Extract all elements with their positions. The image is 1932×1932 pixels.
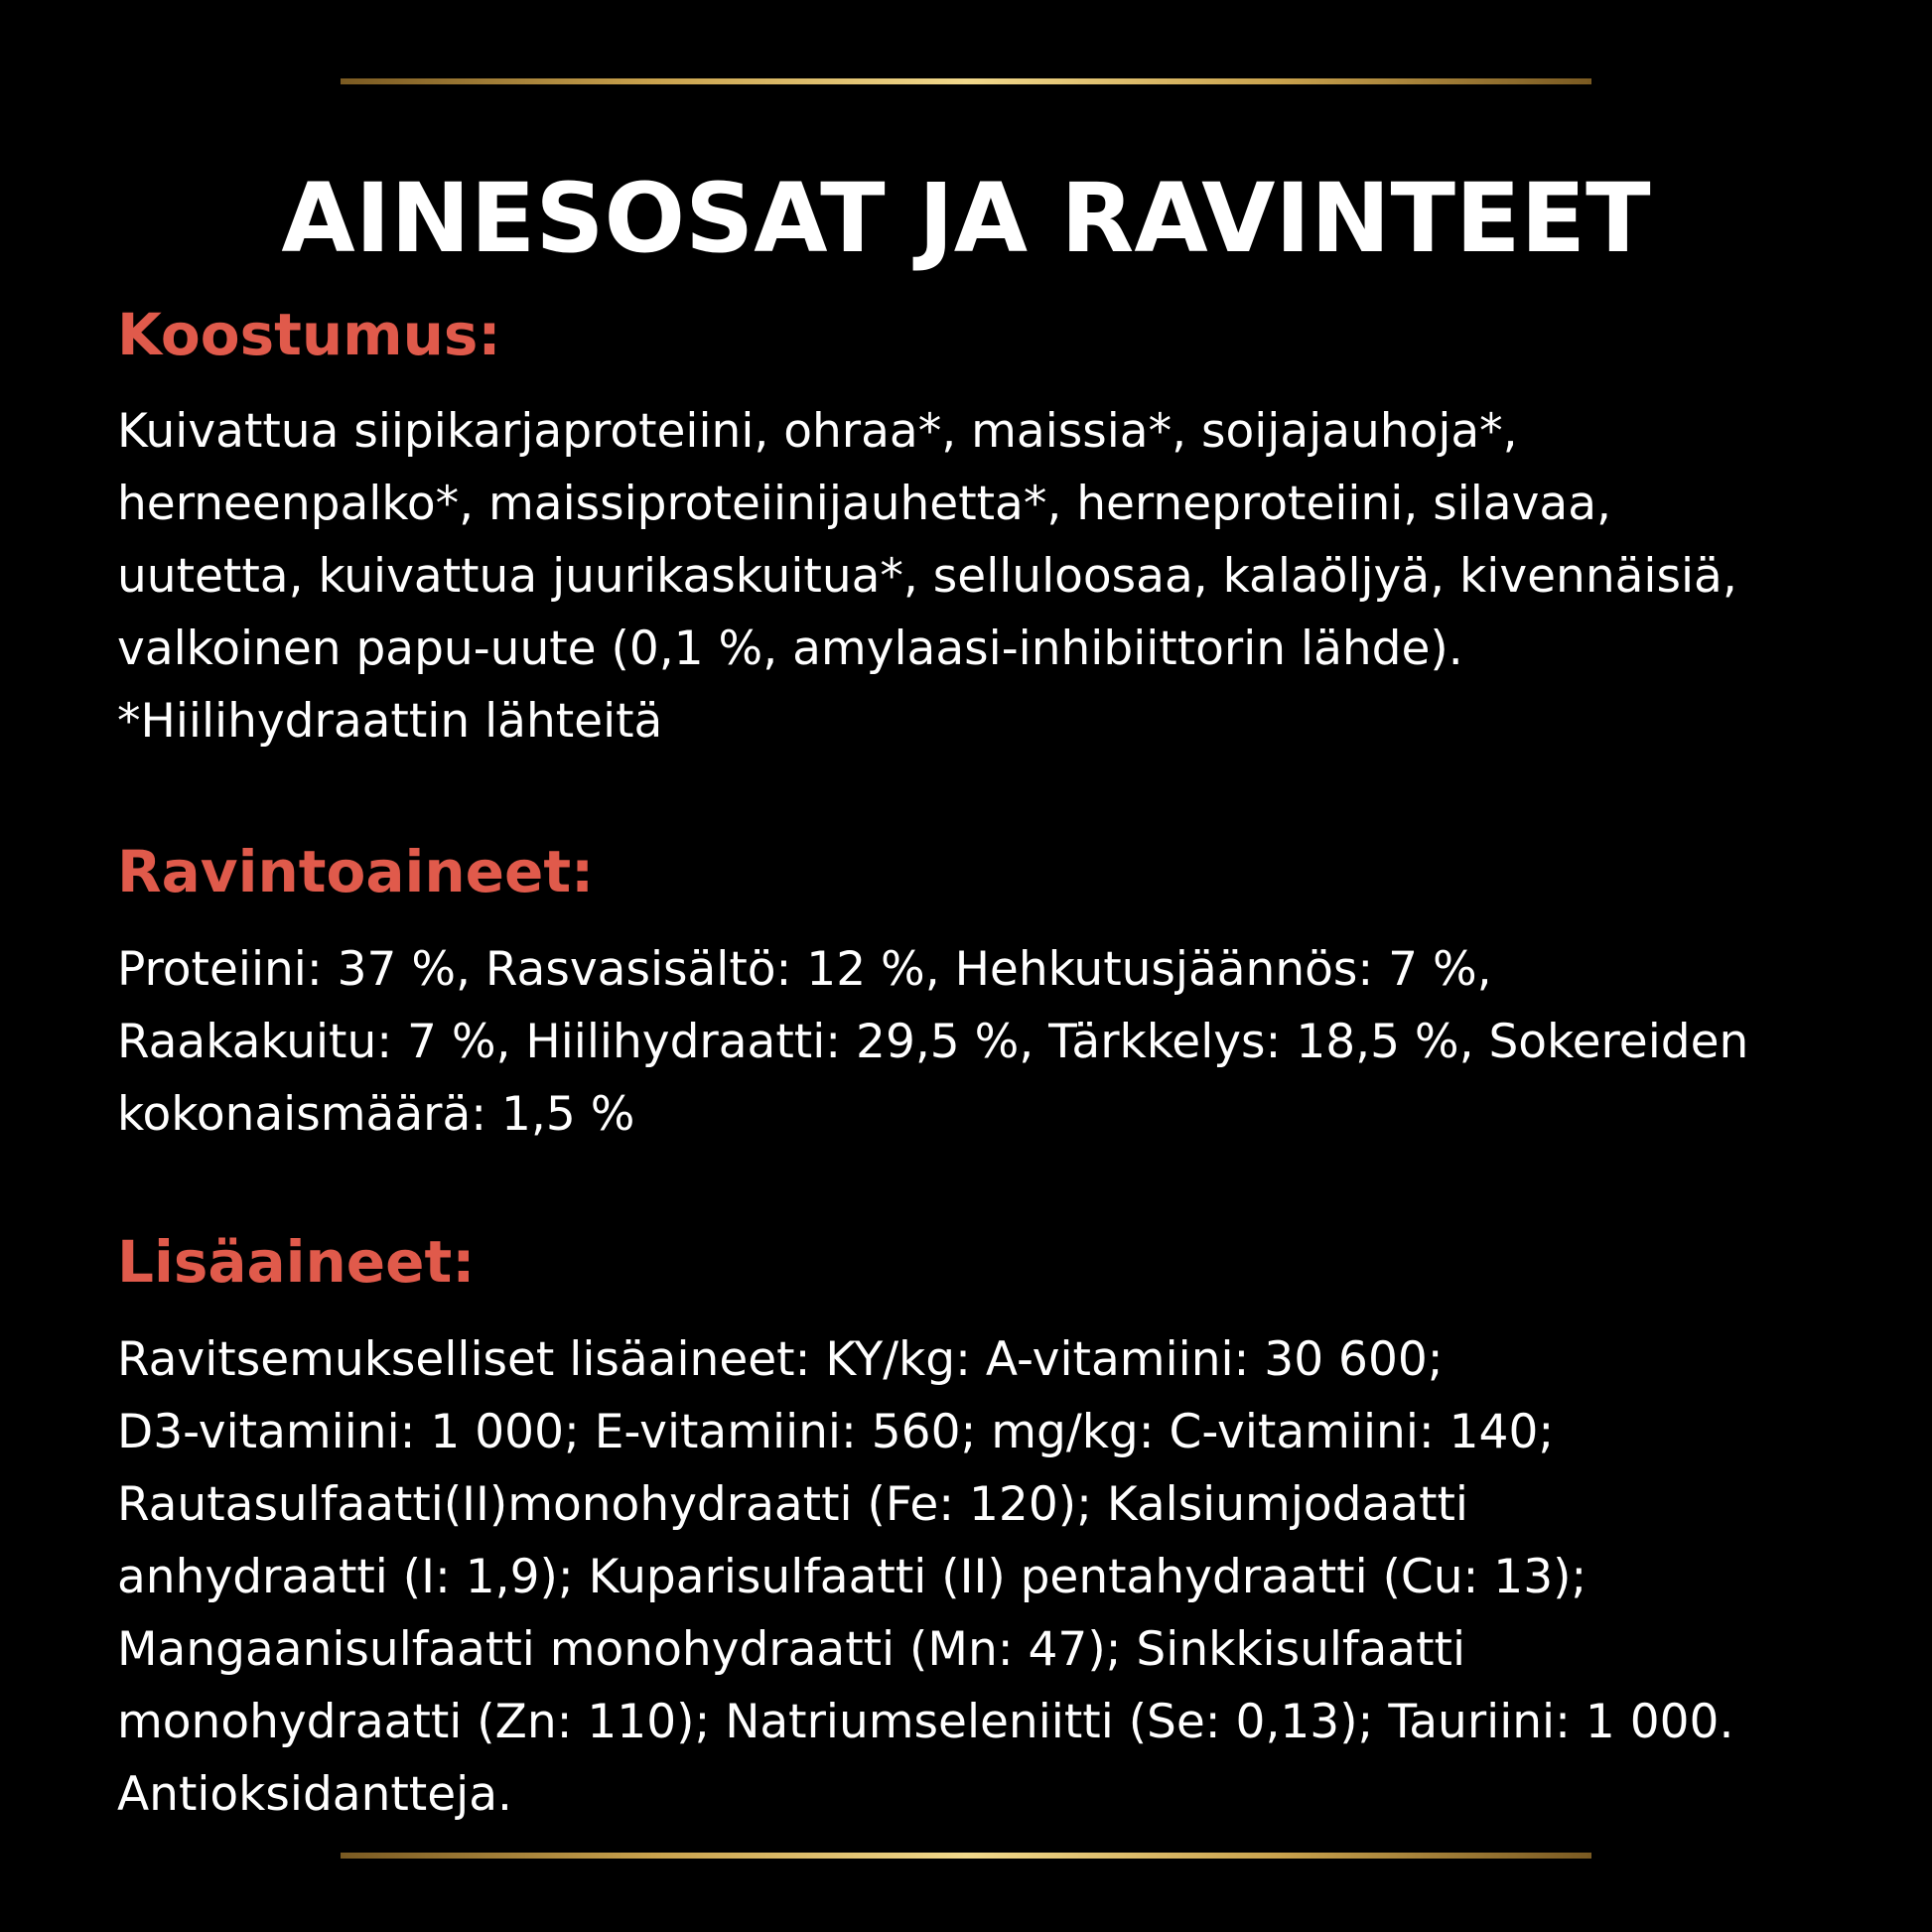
additives-line: D3-vitamiini: 1 000; E-vitamiini: 560; mg/kg: C-vitamiini: 140; <box>117 1405 1555 1459</box>
additives-heading: Lisäaineet: <box>117 1228 476 1296</box>
composition-heading: Koostumus: <box>117 301 501 368</box>
additives-line: Antioksidantteja. <box>117 1767 512 1822</box>
composition-line: herneenpalko*, maissiproteiinijauhetta*, herneproteiini, silavaa, <box>117 477 1611 531</box>
top-gold-divider <box>341 78 1591 84</box>
page-title: AINESOSAT JA RAVINTEET <box>281 163 1651 274</box>
nutrients-heading: Ravintoaineet: <box>117 838 595 905</box>
nutrients-line: Proteiini: 37 %, Rasvasisältö: 12 %, Hehkutusjäännös: 7 %, <box>117 942 1492 997</box>
nutrients-text <box>117 933 1904 1151</box>
additives-line: anhydraatti (I: 1,9); Kuparisulfaatti (II) pentahydraatti (Cu: 13); <box>117 1550 1587 1604</box>
additives-line: monohydraatti (Zn: 110); Natriumseleniitti (Se: 0,13); Tauriini: 1 000. <box>117 1695 1734 1749</box>
composition-line: valkoinen papu-uute (0,1 %, amylaasi-inhibiittorin lähde). <box>117 621 1463 676</box>
additives-text <box>117 1323 1904 1831</box>
composition-line: Kuivattua siipikarjaproteiini, ohraa*, maissia*, soijajauhoja*, <box>117 404 1518 459</box>
nutrients-line: kokonaismäärä: 1,5 % <box>117 1087 635 1142</box>
bottom-gold-divider <box>341 1853 1591 1859</box>
additives-line: Mangaanisulfaatti monohydraatti (Mn: 47); Sinkkisulfaatti <box>117 1622 1465 1677</box>
composition-footnote: *Hiilihydraattin lähteitä <box>117 694 663 749</box>
additives-line: Rautasulfaatti(II)monohydraatti (Fe: 120); Kalsiumjodaatti <box>117 1477 1468 1532</box>
additives-line: Ravitsemukselliset lisäaineet: KY/kg: A-vitamiini: 30 600; <box>117 1332 1444 1387</box>
composition-line: uutetta, kuivattua juurikaskuitua*, selluloosaa, kalaöljyä, kivennäisiä, <box>117 549 1737 604</box>
composition-text <box>117 395 1904 758</box>
nutrients-line: Raakakuitu: 7 %, Hiilihydraatti: 29,5 %, Tärkkelys: 18,5 %, Sokereiden <box>117 1015 1749 1069</box>
